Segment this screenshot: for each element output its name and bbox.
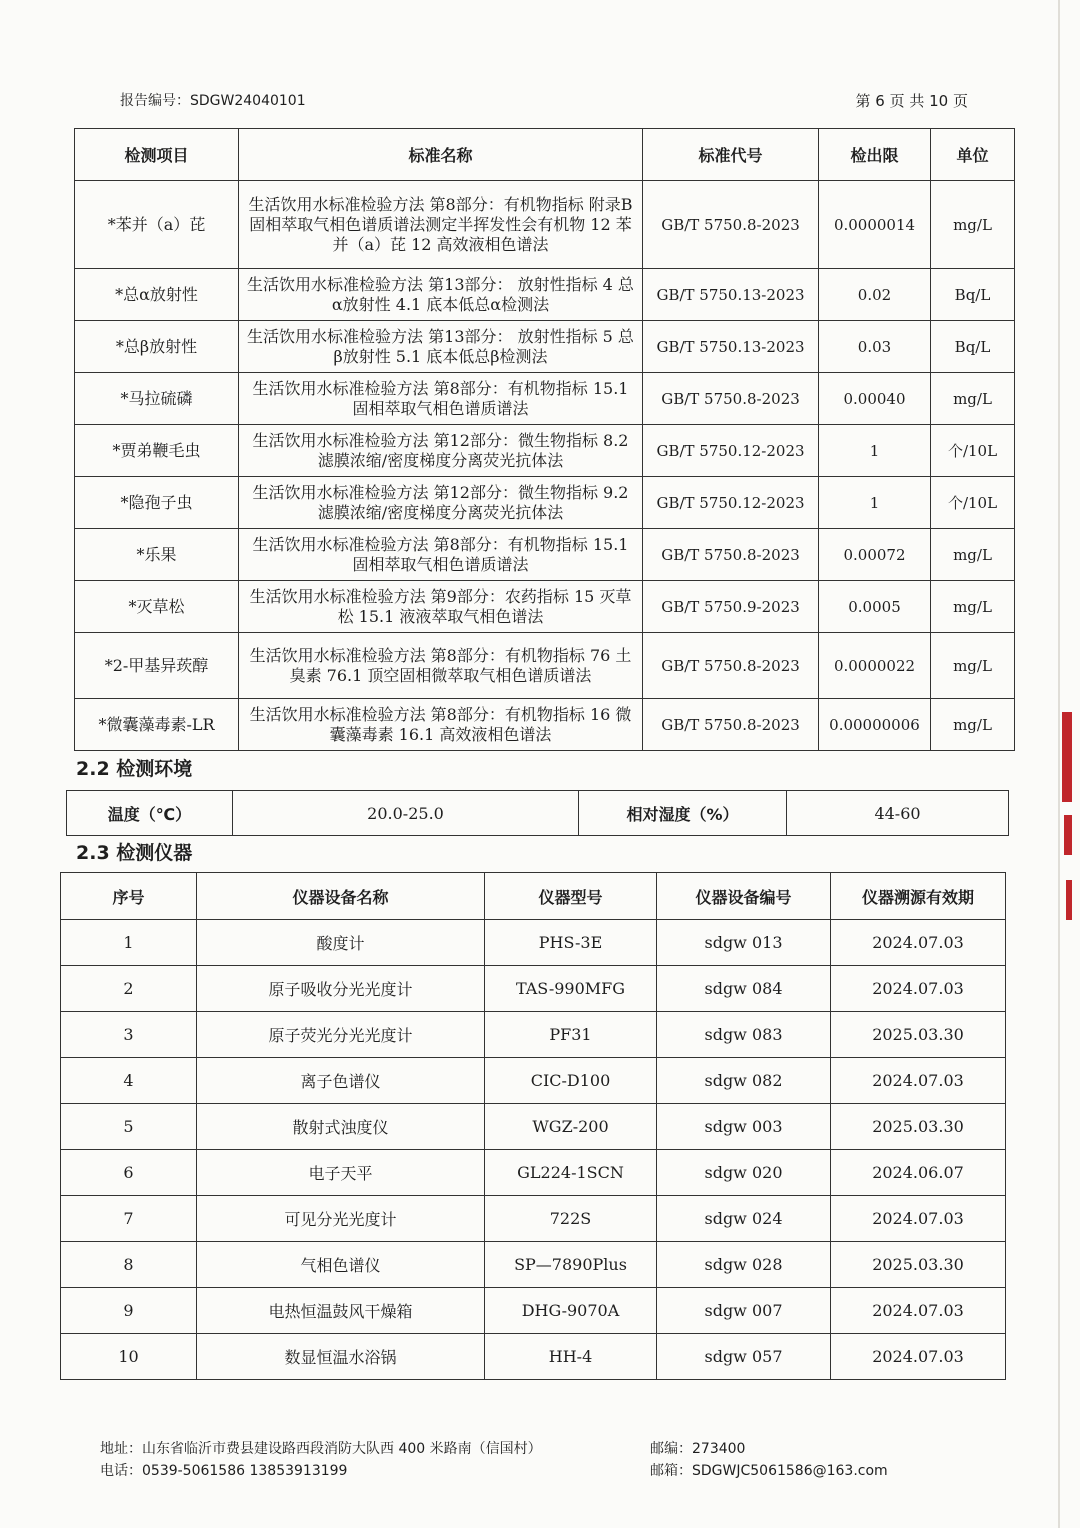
instrument-name-cell: 气相色谱仪 xyxy=(197,1242,485,1288)
unit-cell: mg/L xyxy=(931,699,1015,751)
humidity-value: 44-60 xyxy=(787,791,1009,836)
instrument-name-cell: 电热恒温鼓风干燥箱 xyxy=(197,1288,485,1334)
no-cell: 6 xyxy=(61,1150,197,1196)
footer-address: 地址：山东省临沂市费县建设路西段消防大队西 400 米路南（信国村） xyxy=(100,1441,542,1457)
table-row xyxy=(61,920,1006,966)
table-row xyxy=(61,966,1006,1012)
item-cell: *灭草松 xyxy=(75,581,239,633)
standard-code-cell: GB/T 5750.12-2023 xyxy=(643,477,819,529)
item-cell: *微囊藻毒素-LR xyxy=(75,699,239,751)
limit-cell: 0.00040 xyxy=(819,373,931,425)
validity-cell: 2024.07.03 xyxy=(831,1288,1006,1334)
table-row xyxy=(61,1012,1006,1058)
model-cell: CIC-D100 xyxy=(485,1058,657,1104)
standard-code-cell: GB/T 5750.8-2023 xyxy=(643,529,819,581)
equipment-id-cell: sdgw 084 xyxy=(657,966,831,1012)
model-cell: DHG-9070A xyxy=(485,1288,657,1334)
scan-edge xyxy=(1058,0,1060,1528)
no-cell: 10 xyxy=(61,1334,197,1380)
col-header: 检出限 xyxy=(819,129,931,181)
no-cell: 1 xyxy=(61,920,197,966)
table-row xyxy=(67,791,1009,836)
page-number: 第 6 页 共 10 页 xyxy=(855,92,968,110)
validity-cell: 2024.07.03 xyxy=(831,966,1006,1012)
report-number: 报告编号：SDGW24040101 xyxy=(120,93,306,109)
standard-code-cell: GB/T 5750.13-2023 xyxy=(643,321,819,373)
table-row xyxy=(61,1058,1006,1104)
instrument-name-cell: 离子色谱仪 xyxy=(197,1058,485,1104)
table-row xyxy=(61,1334,1006,1380)
standard-code-cell: GB/T 5750.8-2023 xyxy=(643,181,819,269)
footer-contact xyxy=(650,1438,888,1482)
table-row xyxy=(75,321,1015,373)
footer-phone: 电话：0539-5061586 13853913199 xyxy=(100,1463,348,1479)
item-cell: *乐果 xyxy=(75,529,239,581)
model-cell: HH-4 xyxy=(485,1334,657,1380)
item-cell: *总α放射性 xyxy=(75,269,239,321)
equipment-id-cell: sdgw 007 xyxy=(657,1288,831,1334)
validity-cell: 2025.03.30 xyxy=(831,1242,1006,1288)
methods-table xyxy=(74,128,1015,751)
standard-name-cell: 生活饮用水标准检验方法 第9部分：农药指标 15 灭草松 15.1 液液萃取气相色谱法 xyxy=(239,581,643,633)
footer-postcode: 邮编：273400 xyxy=(650,1441,746,1457)
unit-cell: mg/L xyxy=(931,181,1015,269)
limit-cell: 1 xyxy=(819,425,931,477)
table-header-row xyxy=(75,129,1015,181)
standard-code-cell: GB/T 5750.12-2023 xyxy=(643,425,819,477)
limit-cell: 0.0000014 xyxy=(819,181,931,269)
limit-cell: 0.00000006 xyxy=(819,699,931,751)
col-header: 序号 xyxy=(61,873,197,920)
no-cell: 2 xyxy=(61,966,197,1012)
equipment-id-cell: sdgw 057 xyxy=(657,1334,831,1380)
table-row xyxy=(61,1288,1006,1334)
validity-cell: 2024.07.03 xyxy=(831,1058,1006,1104)
table-row xyxy=(75,373,1015,425)
validity-cell: 2025.03.30 xyxy=(831,1104,1006,1150)
standard-name-cell: 生活饮用水标准检验方法 第12部分：微生物指标 9.2 滤膜浓缩/密度梯度分离荧光抗体法 xyxy=(239,477,643,529)
model-cell: 722S xyxy=(485,1196,657,1242)
table-row xyxy=(75,699,1015,751)
validity-cell: 2025.03.30 xyxy=(831,1012,1006,1058)
equipment-id-cell: sdgw 083 xyxy=(657,1012,831,1058)
limit-cell: 0.0005 xyxy=(819,581,931,633)
validity-cell: 2024.07.03 xyxy=(831,1334,1006,1380)
instruments-table xyxy=(60,872,1006,1380)
environment-table xyxy=(66,790,1009,836)
table-row xyxy=(61,1196,1006,1242)
col-header: 仪器型号 xyxy=(485,873,657,920)
instrument-name-cell: 散射式浊度仪 xyxy=(197,1104,485,1150)
standard-name-cell: 生活饮用水标准检验方法 第12部分：微生物指标 8.2 滤膜浓缩/密度梯度分离荧光抗体法 xyxy=(239,425,643,477)
table-row xyxy=(61,1242,1006,1288)
table-row xyxy=(75,425,1015,477)
limit-cell: 0.02 xyxy=(819,269,931,321)
temperature-value: 20.0-25.0 xyxy=(233,791,579,836)
instrument-name-cell: 原子荧光分光光度计 xyxy=(197,1012,485,1058)
footer xyxy=(100,1438,980,1482)
instrument-name-cell: 电子天平 xyxy=(197,1150,485,1196)
standard-name-cell: 生活饮用水标准检验方法 第8部分：有机物指标 15.1 固相萃取气相色谱质谱法 xyxy=(239,529,643,581)
instrument-name-cell: 酸度计 xyxy=(197,920,485,966)
limit-cell: 0.03 xyxy=(819,321,931,373)
standard-name-cell: 生活饮用水标准检验方法 第13部分： 放射性指标 4 总α放射性 4.1 底本低总α检测法 xyxy=(239,269,643,321)
table-header-row xyxy=(61,873,1006,920)
seal-edge-mark xyxy=(1062,712,1072,802)
no-cell: 5 xyxy=(61,1104,197,1150)
model-cell: PHS-3E xyxy=(485,920,657,966)
unit-cell: 个/10L xyxy=(931,477,1015,529)
table-row xyxy=(75,269,1015,321)
validity-cell: 2024.06.07 xyxy=(831,1150,1006,1196)
col-header: 标准名称 xyxy=(239,129,643,181)
no-cell: 8 xyxy=(61,1242,197,1288)
instrument-name-cell: 原子吸收分光光度计 xyxy=(197,966,485,1012)
item-cell: *苯并（a）芘 xyxy=(75,181,239,269)
standard-name-cell: 生活饮用水标准检验方法 第8部分：有机物指标 16 微囊藻毒素 16.1 高效液相色谱法 xyxy=(239,699,643,751)
item-cell: *2-甲基异莰醇 xyxy=(75,633,239,699)
table-row xyxy=(61,1104,1006,1150)
standard-code-cell: GB/T 5750.8-2023 xyxy=(643,633,819,699)
equipment-id-cell: sdgw 003 xyxy=(657,1104,831,1150)
unit-cell: Bq/L xyxy=(931,321,1015,373)
table-row xyxy=(75,529,1015,581)
equipment-id-cell: sdgw 013 xyxy=(657,920,831,966)
table-row xyxy=(75,581,1015,633)
standard-code-cell: GB/T 5750.8-2023 xyxy=(643,699,819,751)
col-header: 仪器设备名称 xyxy=(197,873,485,920)
standard-code-cell: GB/T 5750.9-2023 xyxy=(643,581,819,633)
validity-cell: 2024.07.03 xyxy=(831,1196,1006,1242)
standard-name-cell: 生活饮用水标准检验方法 第8部分：有机物指标 76 土臭素 76.1 顶空固相微萃取气相色谱质谱法 xyxy=(239,633,643,699)
col-header: 检测项目 xyxy=(75,129,239,181)
no-cell: 4 xyxy=(61,1058,197,1104)
table-row xyxy=(75,477,1015,529)
unit-cell: mg/L xyxy=(931,633,1015,699)
table-row xyxy=(75,633,1015,699)
no-cell: 3 xyxy=(61,1012,197,1058)
standard-code-cell: GB/T 5750.8-2023 xyxy=(643,373,819,425)
limit-cell: 1 xyxy=(819,477,931,529)
limit-cell: 0.00072 xyxy=(819,529,931,581)
table-row xyxy=(61,1150,1006,1196)
standard-code-cell: GB/T 5750.13-2023 xyxy=(643,269,819,321)
model-cell: GL224-1SCN xyxy=(485,1150,657,1196)
section-title-instruments: 2.3 检测仪器 xyxy=(76,842,193,864)
seal-edge-mark xyxy=(1064,815,1072,855)
item-cell: *总β放射性 xyxy=(75,321,239,373)
temperature-label: 温度（℃） xyxy=(67,791,233,836)
col-header: 仪器溯源有效期 xyxy=(831,873,1006,920)
validity-cell: 2024.07.03 xyxy=(831,920,1006,966)
item-cell: *马拉硫磷 xyxy=(75,373,239,425)
unit-cell: mg/L xyxy=(931,581,1015,633)
instrument-name-cell: 可见分光光度计 xyxy=(197,1196,485,1242)
standard-name-cell: 生活饮用水标准检验方法 第13部分： 放射性指标 5 总β放射性 5.1 底本低总β检测法 xyxy=(239,321,643,373)
item-cell: *贾弟鞭毛虫 xyxy=(75,425,239,477)
col-header: 单位 xyxy=(931,129,1015,181)
unit-cell: Bq/L xyxy=(931,269,1015,321)
col-header: 仪器设备编号 xyxy=(657,873,831,920)
model-cell: SP—7890Plus xyxy=(485,1242,657,1288)
unit-cell: mg/L xyxy=(931,373,1015,425)
no-cell: 7 xyxy=(61,1196,197,1242)
section-title-environment: 2.2 检测环境 xyxy=(76,758,193,780)
equipment-id-cell: sdgw 024 xyxy=(657,1196,831,1242)
instrument-name-cell: 数显恒温水浴锅 xyxy=(197,1334,485,1380)
seal-edge-mark xyxy=(1066,880,1072,920)
equipment-id-cell: sdgw 082 xyxy=(657,1058,831,1104)
unit-cell: mg/L xyxy=(931,529,1015,581)
item-cell: *隐孢子虫 xyxy=(75,477,239,529)
footer-email: 邮箱：SDGWJC5061586@163.com xyxy=(650,1463,888,1479)
table-row xyxy=(75,181,1015,269)
model-cell: PF31 xyxy=(485,1012,657,1058)
model-cell: TAS-990MFG xyxy=(485,966,657,1012)
model-cell: WGZ-200 xyxy=(485,1104,657,1150)
humidity-label: 相对湿度（%） xyxy=(579,791,787,836)
col-header: 标准代号 xyxy=(643,129,819,181)
equipment-id-cell: sdgw 028 xyxy=(657,1242,831,1288)
equipment-id-cell: sdgw 020 xyxy=(657,1150,831,1196)
no-cell: 9 xyxy=(61,1288,197,1334)
unit-cell: 个/10L xyxy=(931,425,1015,477)
standard-name-cell: 生活饮用水标准检验方法 第8部分：有机物指标 附录B 固相萃取气相色谱质谱法测定半挥发性会有机物 12 苯并（a）芘 12 高效液相色谱法 xyxy=(239,181,643,269)
limit-cell: 0.0000022 xyxy=(819,633,931,699)
standard-name-cell: 生活饮用水标准检验方法 第8部分：有机物指标 15.1 固相萃取气相色谱质谱法 xyxy=(239,373,643,425)
